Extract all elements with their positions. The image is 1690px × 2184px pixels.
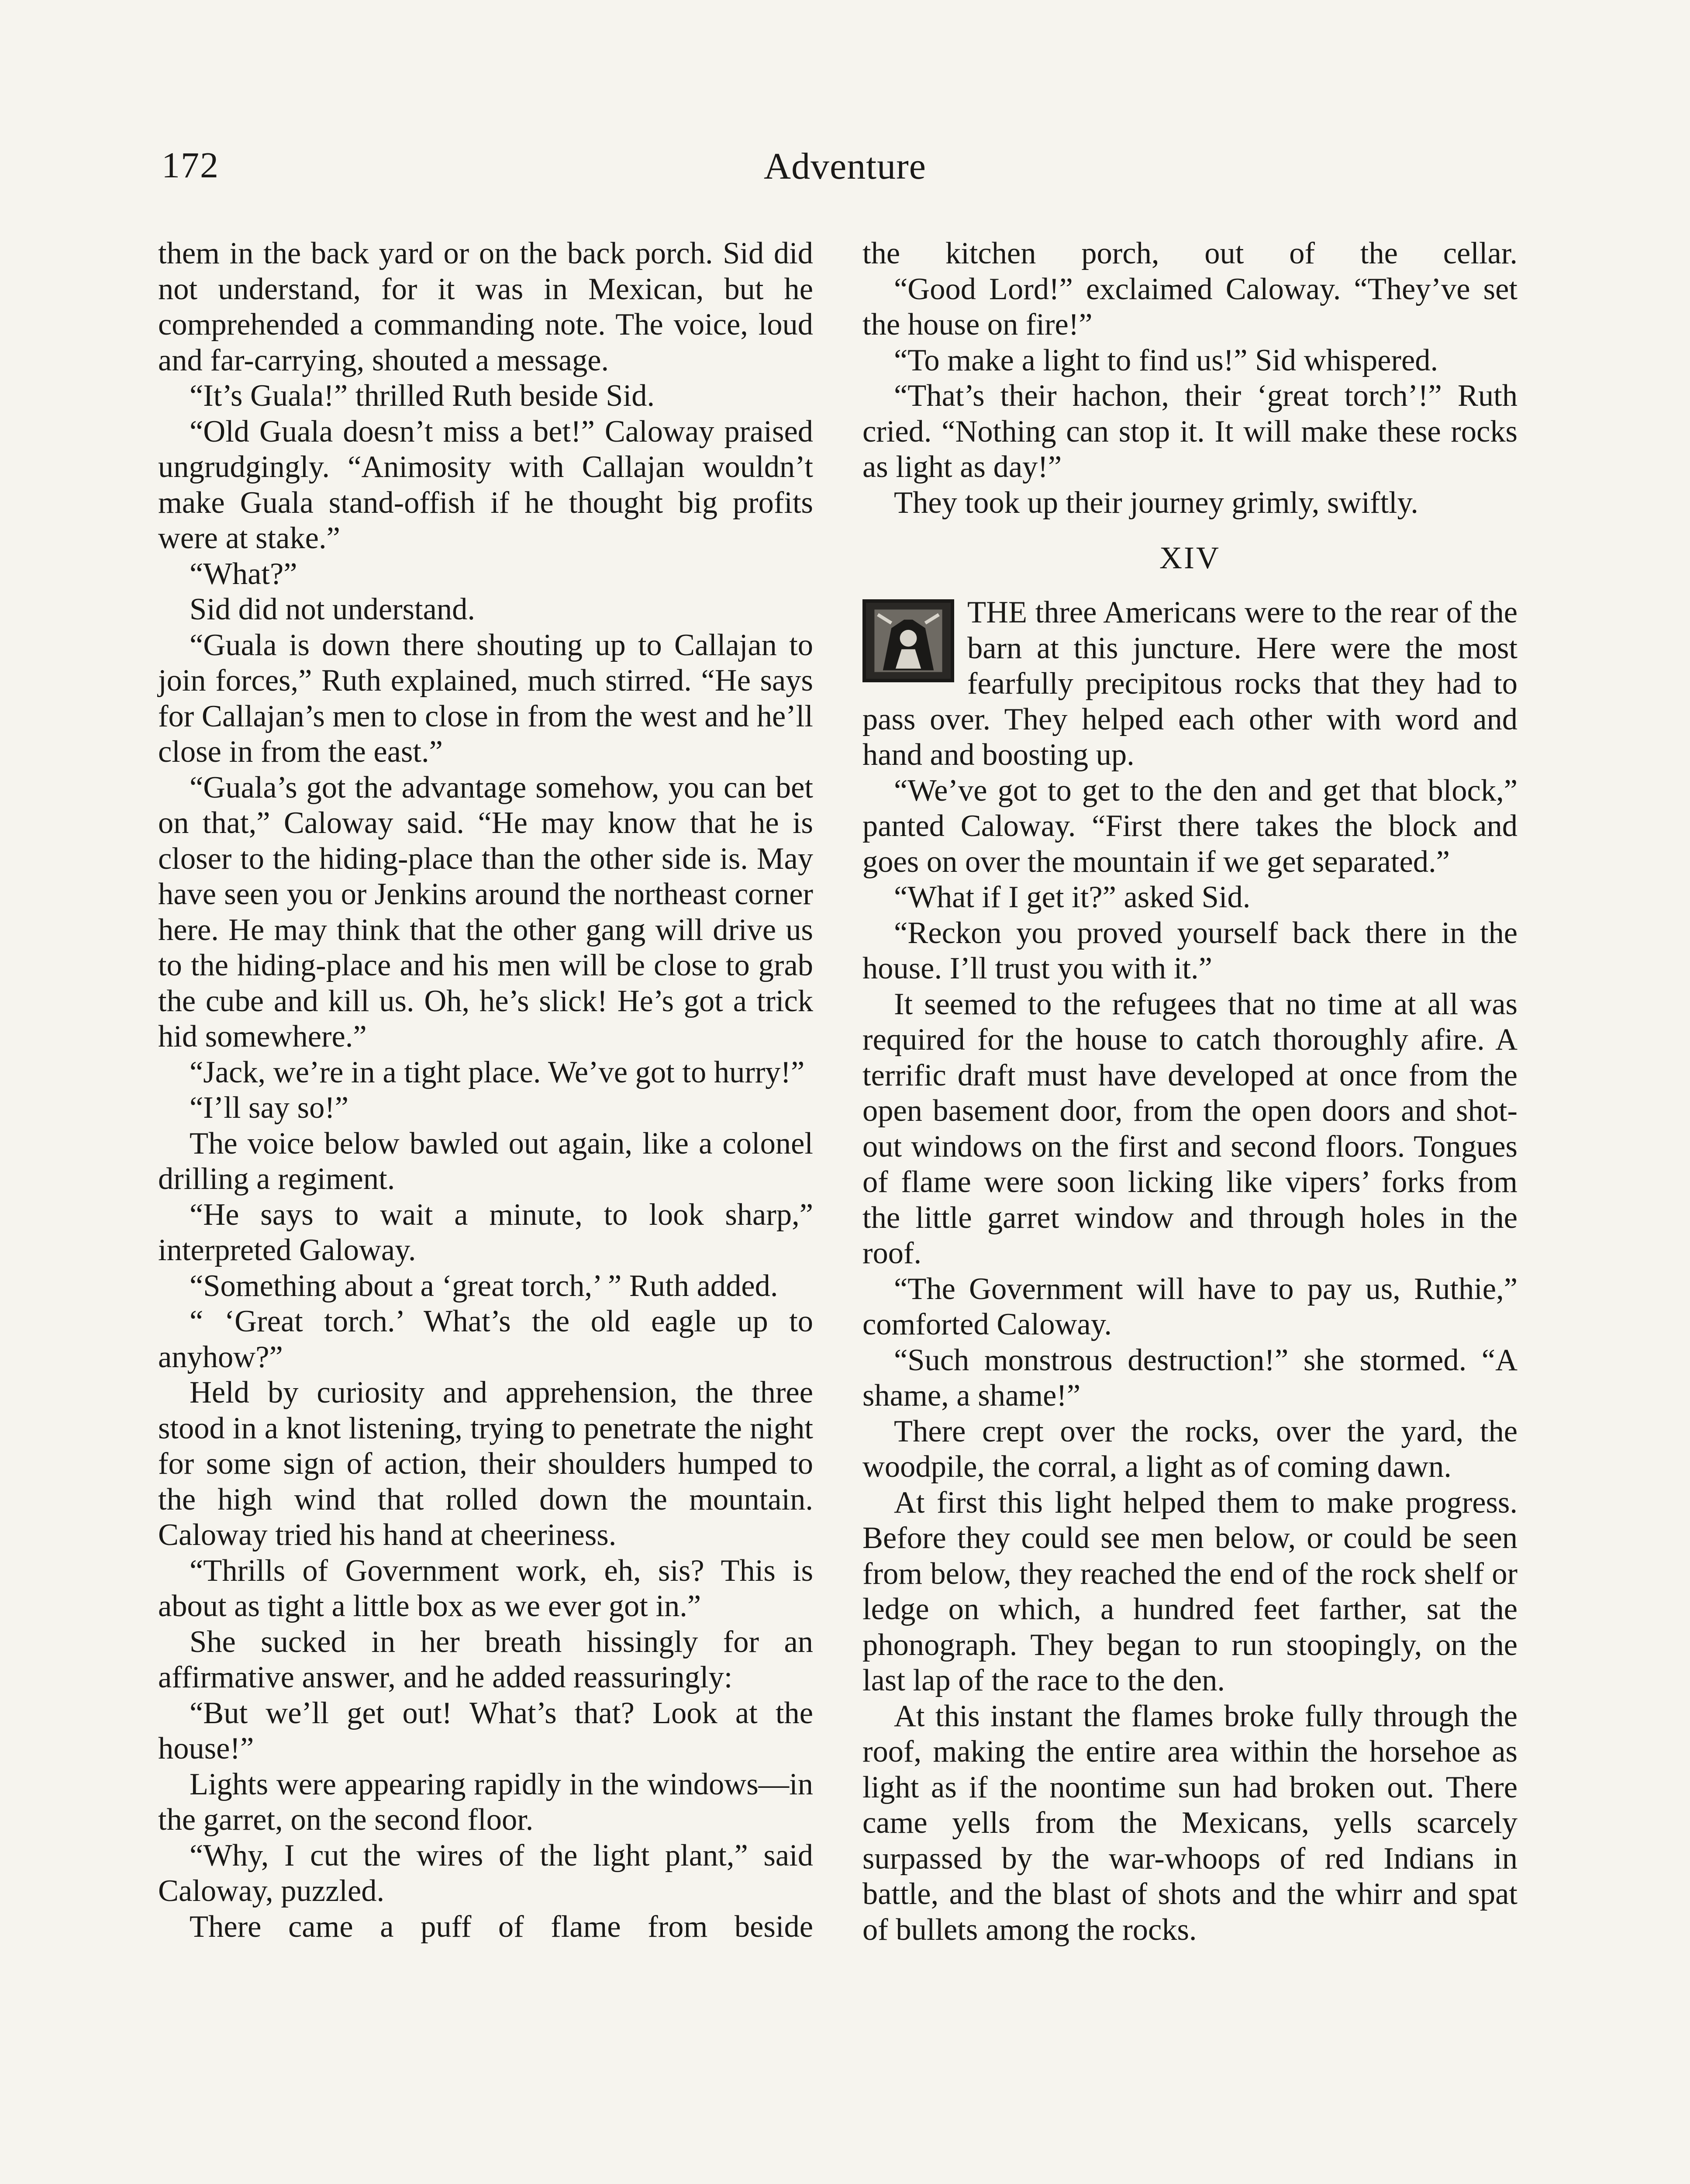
decorative-initial-icon: [862, 599, 954, 682]
chapter-heading: XIV: [1159, 540, 1221, 575]
paragraph: Sid did not understand.: [190, 592, 476, 626]
paragraph: It seemed to the refugees that no time at all was required for the house to catch thoroughly afire. A terrific draft must have developed at once from the open basement door, from the open doors and shot-out windows on the first and second floors. Tongues of flame were soon licking like vipers’ forks from the little garret window and through holes in the roof.: [862, 987, 1518, 1270]
right-column: [862, 236, 1518, 1948]
paragraph: “Why, I cut the wires of the light plant,” said Caloway, puzzled.: [158, 1838, 813, 1908]
paragraph: “We’ve got to get to the den and get that block,” panted Caloway. “First there takes the block and goes on over the mountain if we get separated.”: [862, 773, 1518, 879]
paragraph: “Such monstrous destruction!” she stormed. “A shame, a shame!”: [862, 1343, 1518, 1413]
paragraph: “Something about a ‘great torch,’ ” Ruth added.: [190, 1268, 778, 1303]
paragraph: “The Government will have to pay us, Ruthie,” comforted Caloway.: [862, 1272, 1518, 1341]
paragraph: The voice below bawled out again, like a colonel drilling a regiment.: [158, 1126, 813, 1196]
paragraph: “ ‘Great torch.’ What’s the old eagle up to anyhow?”: [158, 1304, 813, 1374]
left-column: [158, 236, 813, 1945]
paragraph: “Good Lord!” exclaimed Caloway. “They’ve set the house on fire!”: [862, 272, 1518, 342]
paragraph: Lights were appearing rapidly in the windows—in the garret, on the second floor.: [158, 1767, 813, 1837]
paragraph: There crept over the rocks, over the yard, the woodpile, the corral, a light as of coming dawn.: [862, 1414, 1518, 1484]
paragraph: There came a puff of flame from beside: [190, 1909, 813, 1944]
paragraph: At this instant the flames broke fully through the roof, making the entire area within the horsehoe as light as if the noontime sun had broken out. There came yells from the Mexicans, yells scarcely surpassed by the war-whoops of red Indians in battle, and the blast of shots and the whirr and spat of bullets among the rocks.: [862, 1699, 1518, 1947]
page-number: 172: [162, 145, 219, 186]
running-head: Adventure: [764, 145, 926, 187]
paragraph: “Reckon you proved yourself back there in the house. I’ll trust you with it.”: [862, 916, 1518, 985]
paragraph: They took up their journey grimly, swiftly.: [894, 485, 1418, 520]
paragraph: them in the back yard or on the back porch. Sid did not understand, for it was in Mexican, but he comprehended a commanding note. The voice, loud and far-carrying, shouted a message.: [158, 236, 813, 377]
drop-cap-paragraph: [862, 595, 1518, 773]
paragraph: “Guala’s got the advantage somehow, you can bet on that,” Caloway said. “He may know that he is closer to the hiding-place than the other side is. May have seen you or Jenkins around the northeast corner here. He may think that the other gang will drive us to the hiding-place and his men will be close to grab the cube and kill us. Oh, he’s slick! He’s got a trick hid somewhere.”: [158, 770, 813, 1054]
paragraph: “What if I get it?” asked Sid.: [894, 880, 1251, 914]
paragraph: “I’ll say so!”: [190, 1091, 349, 1125]
paragraph: the kitchen porch, out of the cellar.: [862, 236, 1518, 270]
paragraph: “To make a light to find us!” Sid whispered.: [894, 343, 1438, 377]
paragraph: “Jack, we’re in a tight place. We’ve got to hurry!”: [190, 1055, 805, 1089]
paragraph: She sucked in her breath hissingly for an affirmative answer, and he added reassuringly:: [158, 1624, 813, 1694]
paragraph: “It’s Guala!” thrilled Ruth beside Sid.: [190, 379, 655, 413]
paragraph-text: THE three Americans were to the rear of the barn at this juncture. Here were the most fearfully precipitous rocks that they had to pass over. They helped each other with word and hand and boosting up.: [862, 595, 1518, 772]
paragraph: “But we’ll get out! What’s that? Look at the house!”: [158, 1696, 813, 1766]
paragraph: “What?”: [190, 556, 297, 591]
paragraph: “That’s their hachon, their ‘great torch’!” Ruth cried. “Nothing can stop it. It will make these rocks as light as day!”: [862, 379, 1518, 484]
paragraph: Held by curiosity and apprehension, the three stood in a knot listening, trying to penetrate the night for some sign of action, their shoulders humped to the high wind that rolled down the mountain. Caloway tried his hand at cheeriness.: [158, 1375, 813, 1552]
paragraph: “He says to wait a minute, to look sharp,” interpreted Galoway.: [158, 1197, 813, 1267]
paragraph: “Thrills of Government work, eh, sis? This is about as tight a little box as we ever got in.”: [158, 1553, 813, 1623]
paragraph: “Old Guala doesn’t miss a bet!” Caloway praised ungrudgingly. “Animosity with Callajan wouldn’t make Guala stand-offish if he thought big profits were at stake.”: [158, 414, 813, 555]
paragraph: “Guala is down there shouting up to Callajan to join forces,” Ruth explained, much stirred. “He says for Callajan’s men to close in from the west and he’ll close in from the east.”: [158, 628, 813, 769]
paragraph: At first this light helped them to make progress. Before they could see men below, or could be seen from below, they reached the end of the rock shelf or ledge on which, a hundred feet farther, sat the phonograph. They began to run stoopingly, on the last lap of the race to the den.: [862, 1485, 1518, 1697]
page-header: [153, 144, 1537, 201]
